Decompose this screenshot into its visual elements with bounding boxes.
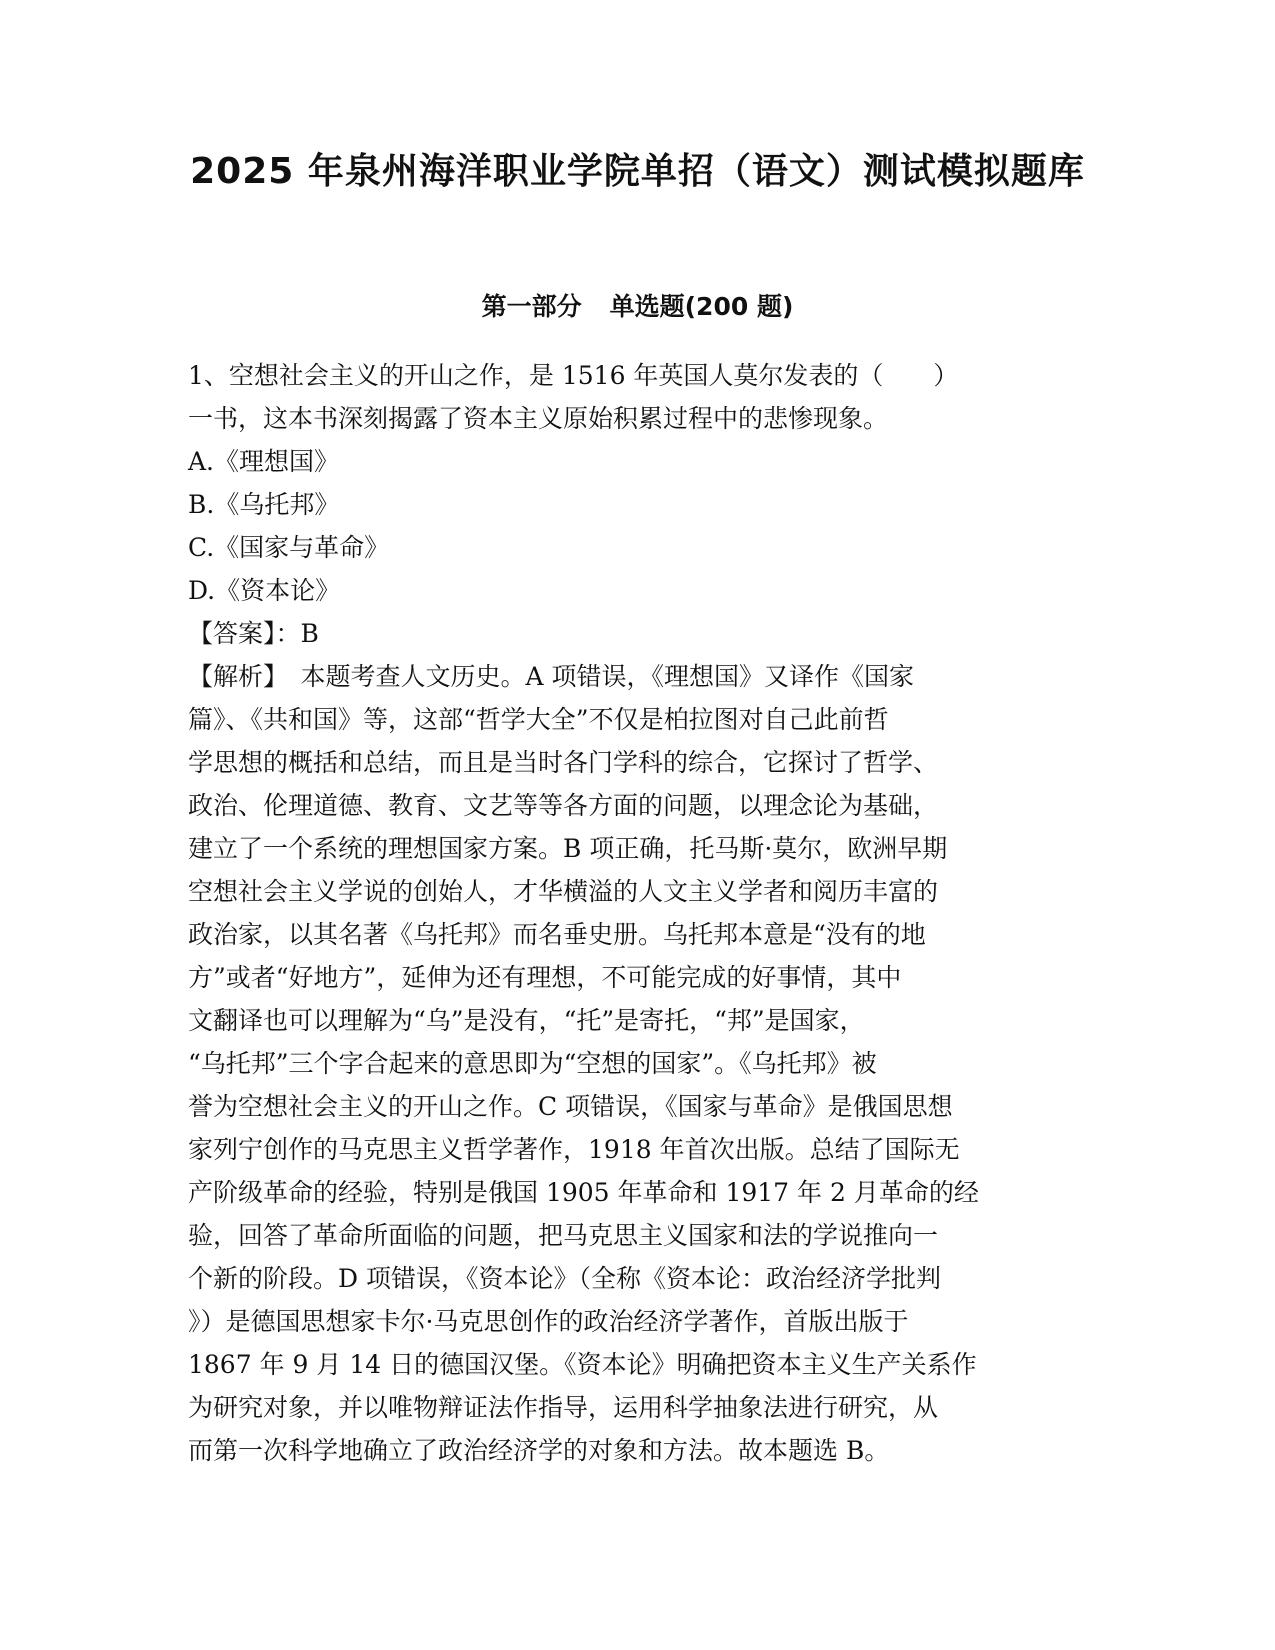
section-heading: [0, 290, 1275, 324]
analysis-line-1: 【解析】 本题考查人文历史。A 项错误，《理想国》又译作《国家: [188, 662, 915, 691]
analysis-line-9: 文翻译也可以理解为“乌”是没有，“托”是寄托，“邦”是国家，: [188, 1006, 865, 1035]
analysis-line-14: 验，回答了革命所面临的问题，把马克思主义国家和法的学说推向一: [188, 1221, 939, 1250]
analysis-line-8: 方”或者“好地方”，延伸为还有理想，不可能完成的好事情，其中: [188, 963, 902, 992]
section-part-label: 第一部分: [481, 292, 582, 321]
analysis-line-16: 》）是德国思想家卡尔·马克思创作的政治经济学著作，首版出版于: [188, 1307, 909, 1336]
option-b: B.《乌托邦》: [188, 490, 340, 519]
analysis-line-17: 1867 年 9 月 14 日的德国汉堡。《资本论》明确把资本主义生产关系作: [188, 1350, 977, 1379]
option-c: C.《国家与革命》: [188, 533, 390, 562]
analysis-line-11: 誉为空想社会主义的开山之作。C 项错误，《国家与革命》是俄国思想: [188, 1092, 953, 1121]
analysis-line-12: 家列宁创作的马克思主义哲学著作，1918 年首次出版。总结了国际无: [188, 1135, 960, 1164]
analysis-line-2: 篇》、《共和国》等，这部“哲学大全”不仅是柏拉图对自己此前哲: [188, 705, 889, 734]
analysis-line-18: 为研究对象，并以唯物辩证法作指导，运用科学抽象法进行研究，从: [188, 1393, 939, 1422]
analysis-line-4: 政治、伦理道德、教育、文艺等等各方面的问题，以理念论为基础，: [188, 791, 939, 820]
document-title: 2025 年泉州海洋职业学院单招（语文）测试模拟题库: [190, 151, 1085, 192]
answer-line: 【答案】：B: [188, 619, 319, 648]
question-stem-line-2: 一书，这本书深刻揭露了资本主义原始积累过程中的悲惨现象。: [188, 404, 889, 433]
analysis-line-15: 个新的阶段。D 项错误，《资本论》（全称《资本论：政治经济学批判: [188, 1264, 941, 1293]
analysis-line-19: 而第一次科学地确立了政治经济学的对象和方法。故本题选 B。: [188, 1436, 890, 1465]
option-d: D.《资本论》: [188, 576, 341, 605]
analysis-line-6: 空想社会主义学说的创始人，才华横溢的人文主义学者和阅历丰富的: [188, 877, 939, 906]
analysis-line-3: 学思想的概括和总结，而且是当时各门学科的综合，它探讨了哲学、: [188, 748, 939, 777]
analysis-line-10: “乌托邦”三个字合起来的意思即为“空想的国家”。《乌托邦》被: [188, 1049, 877, 1078]
option-a: A.《理想国》: [188, 447, 340, 476]
question-stem-line-1: 1、空想社会主义的开山之作，是 1516 年英国人莫尔发表的（ ）: [188, 361, 959, 390]
analysis-line-13: 产阶级革命的经验，特别是俄国 1905 年革命和 1917 年 2 月革命的经: [188, 1178, 979, 1207]
analysis-line-5: 建立了一个系统的理想国家方案。B 项正确，托马斯·莫尔，欧洲早期: [188, 834, 948, 863]
analysis-line-7: 政治家，以其名著《乌托邦》而名垂史册。乌托邦本意是“没有的地: [188, 920, 926, 949]
question-block: [188, 354, 1088, 1472]
section-type-label: 单选题(200 题): [609, 292, 794, 321]
